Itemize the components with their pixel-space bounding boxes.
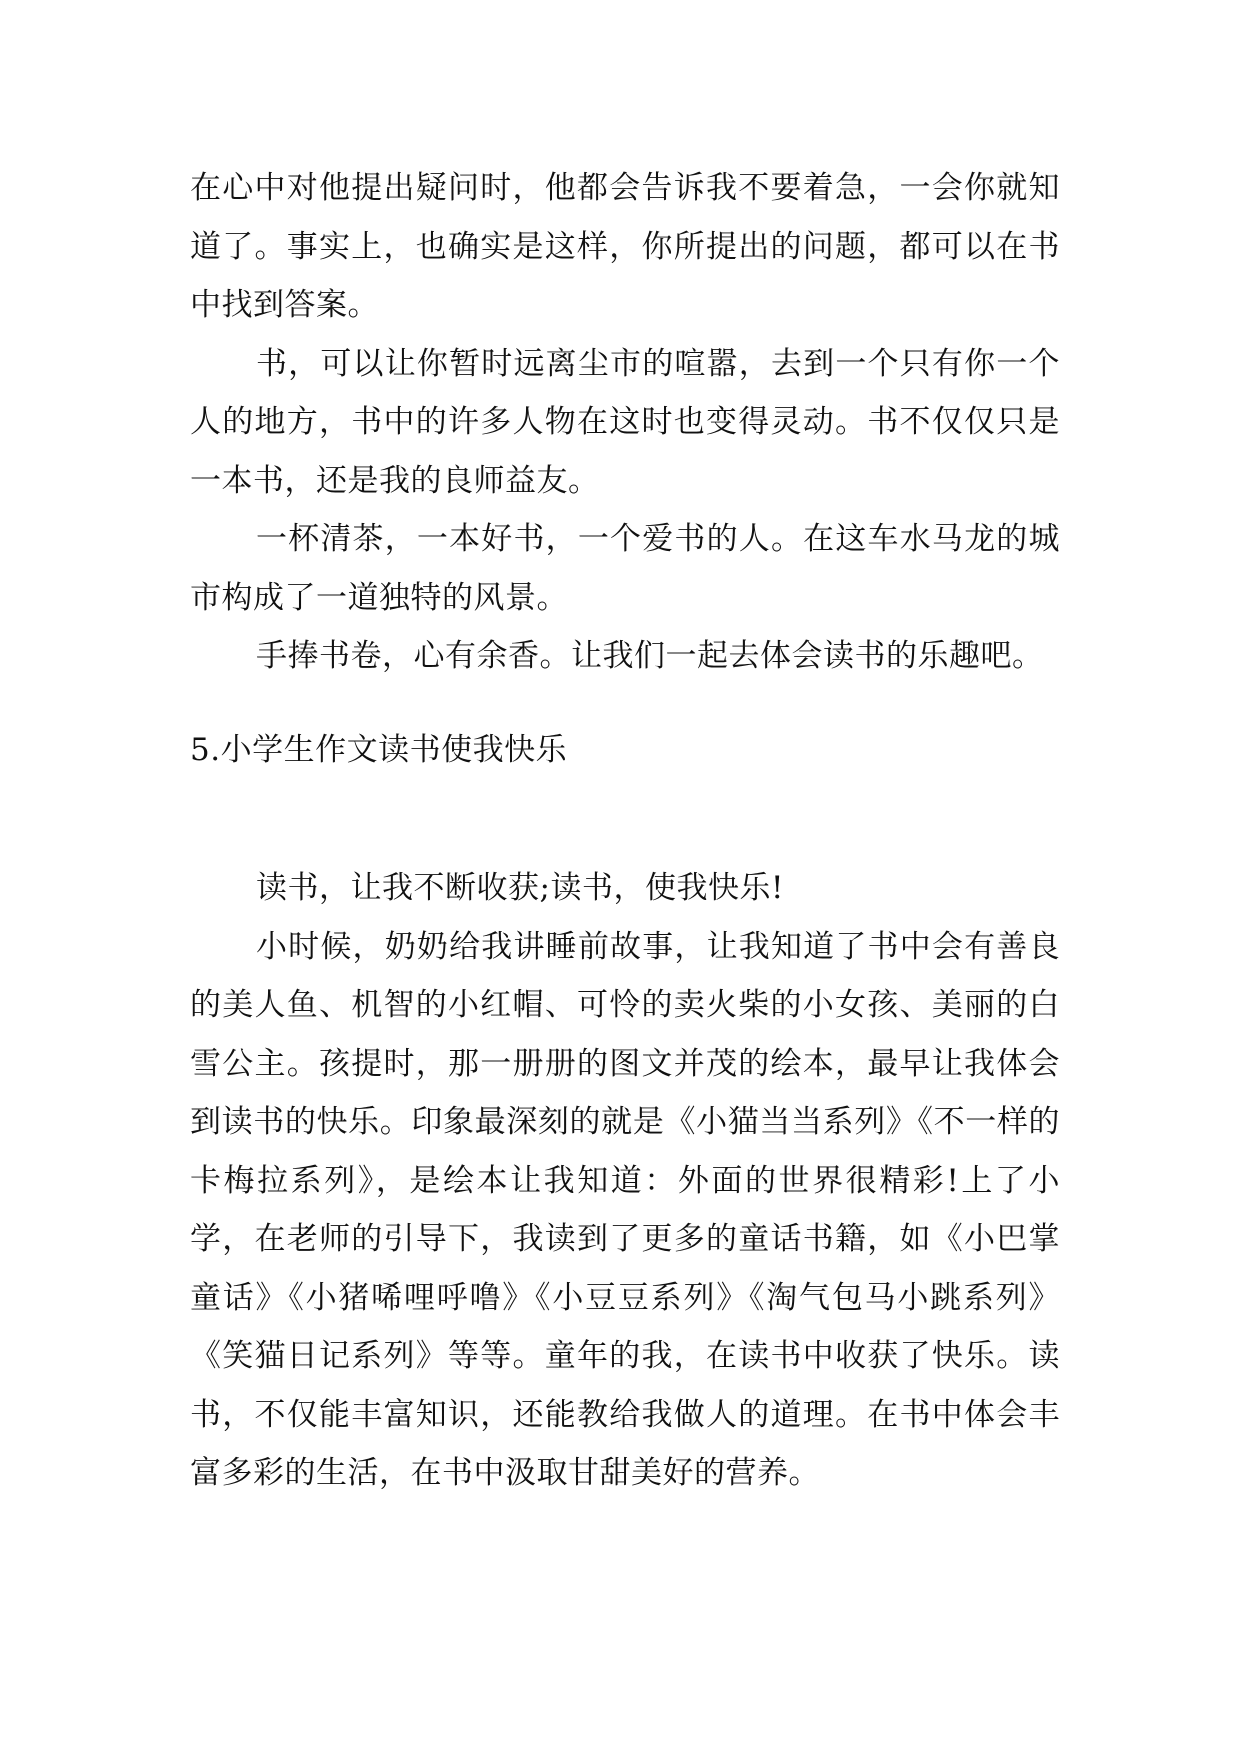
paragraph: 书，可以让你暂时远离尘市的喧嚣，去到一个只有你一个人的地方，书中的许多人物在这时也变得灵动。书不仅仅只是一本书，还是我的良师益友。: [190, 345, 1060, 499]
paragraph: 一杯清茶，一本好书，一个爱书的人。在这车水马龙的城市构成了一道独特的风景。: [190, 521, 1060, 616]
paragraph: 在心中对他提出疑问时，他都会告诉我不要着急，一会你就知道了。事实上，也确实是这样，你所提出的问题，都可以在书中找到答案。: [190, 170, 1060, 323]
paragraph: 手捧书卷，心有余香。让我们一起去体会读书的乐趣吧。: [256, 638, 1044, 674]
section-heading: 5.小学生作文读书使我快乐: [190, 732, 568, 768]
paragraph: 小时候，奶奶给我讲睡前故事，让我知道了书中会有善良的美人鱼、机智的小红帽、可怜的卖火柴的小女孩、美丽的白雪公主。孩提时，那一册册的图文并茂的绘本，最早让我体会到读书的快乐。印象最深刻的就是《小猫当当系列》《不一样的卡梅拉系列》，是绘本让我知道：外面的世界很精彩!上了小学，在老师的引导下，我读到了更多的童话书籍，如《小巴掌童话》《小猪唏哩呼噜》《小豆豆系列》《淘气包马小跳系列》《笑猫日记系列》等等。童年的我，在读书中收获了快乐。读书，不仅能丰富知识，还能教给我做人的道理。在书中体会丰富多彩的生活，在书中汲取甘甜美好的营养。: [190, 928, 1060, 1491]
section-body: [190, 859, 1060, 1503]
continued-text-block: [190, 159, 1060, 686]
paragraph: 读书，让我不断收获;读书，使我快乐!: [256, 870, 784, 906]
